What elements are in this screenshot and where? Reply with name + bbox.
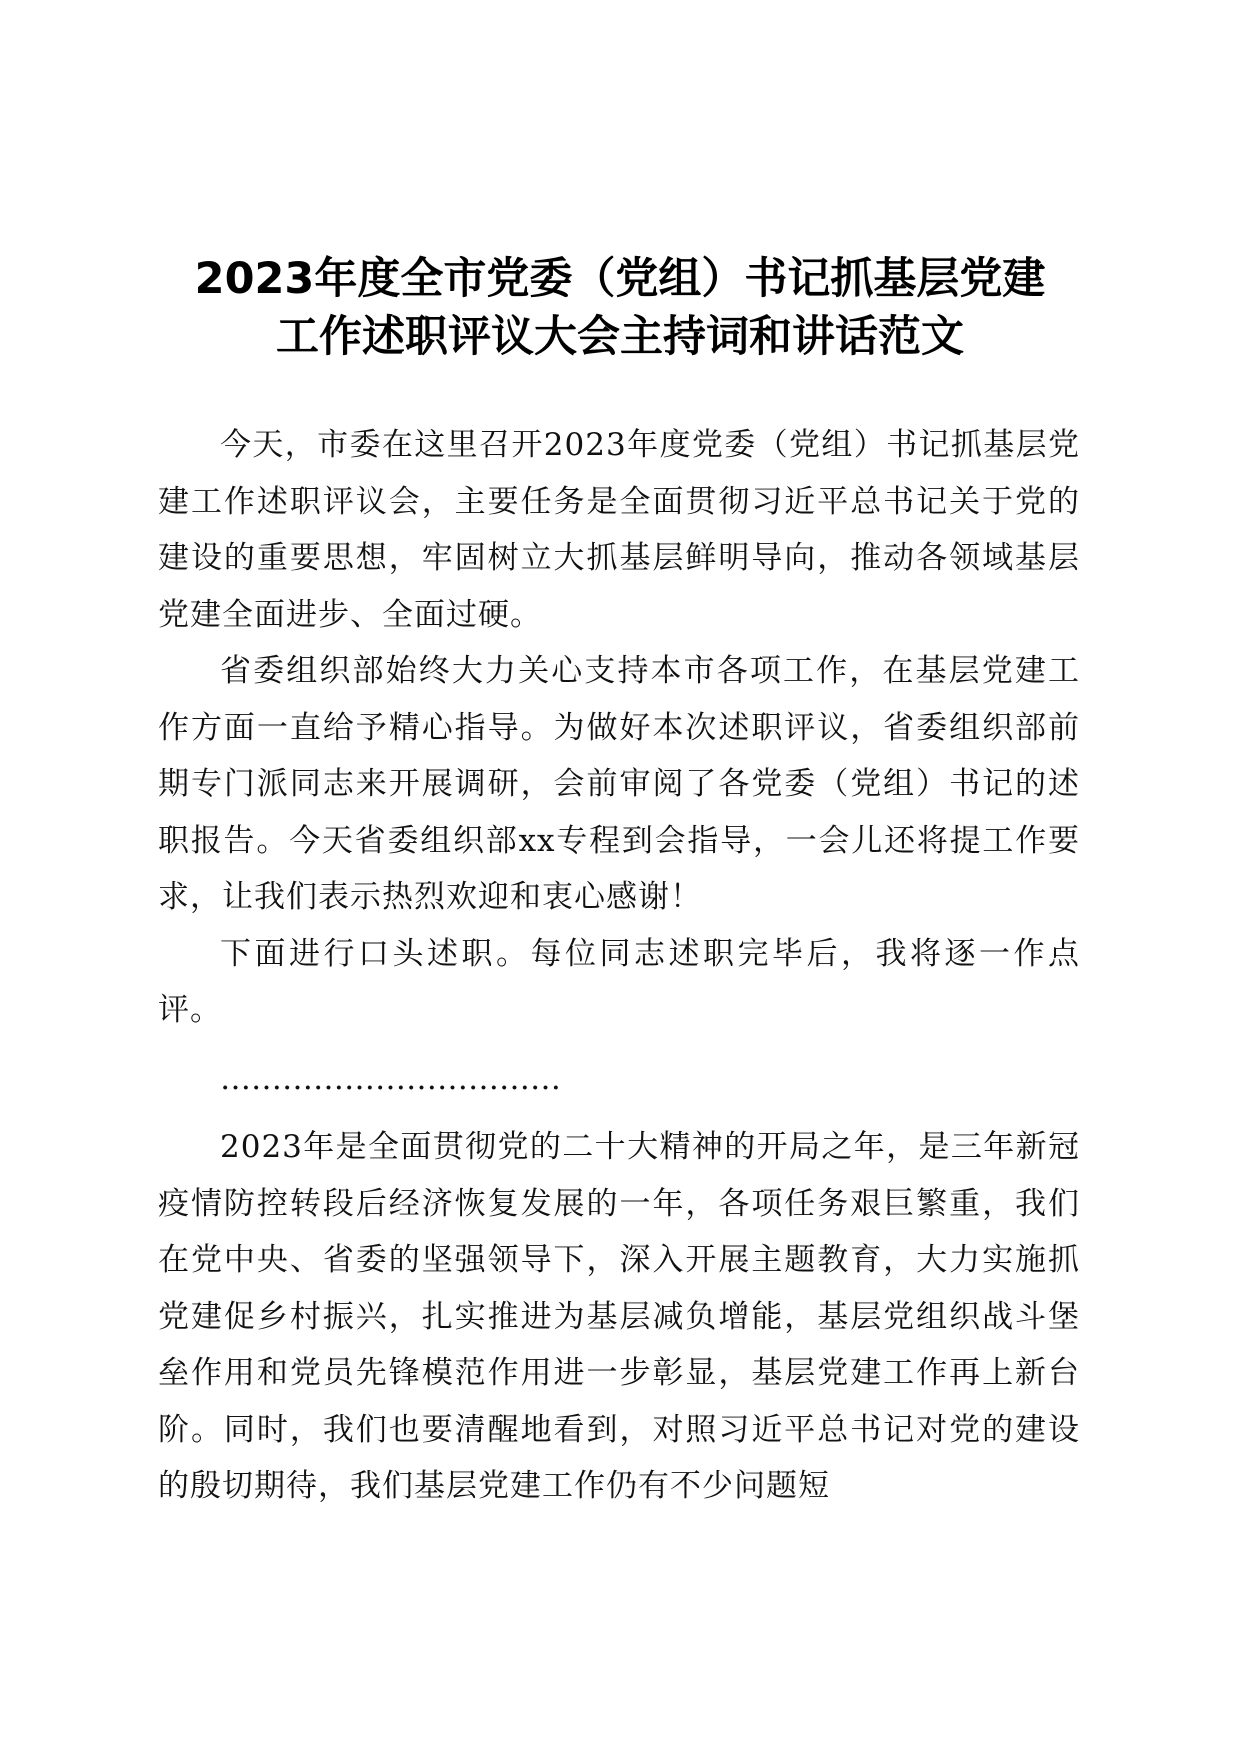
paragraph-speech: 2023年是全面贯彻党的二十大精神的开局之年，是三年新冠疫情防控转段后经济恢复发展的一年，各项任务艰巨繁重，我们在党中央、省委的坚强领导下，深入开展主题教育，大力实施抓党建促乡村振兴，扎实推进为基层减负增能，基层党组织战斗堡垒作用和党员先锋模范作用进一步彰显，基层党建工作再上新台阶。同时，我们也要清醒地看到，对照习近平总书记对党的建设的殷切期待，我们基层党建工作仍有不少问题短 — [158, 1129, 1080, 1504]
document-body — [158, 417, 1080, 1515]
title-line-2: 工作述职评议大会主持词和讲话范文 — [276, 312, 964, 362]
title-line-1: 2023年度全市党委（党组）书记抓基层党建 — [194, 254, 1046, 304]
document-title — [140, 250, 1100, 366]
ellipsis-separator: …………………………… — [220, 1060, 561, 1097]
paragraph-opening: 今天，市委在这里召开2023年度党委（党组）书记抓基层党建工作述职评议会，主要任务是全面贯彻习近平总书记关于党的建设的重要思想，牢固树立大抓基层鲜明导向，推动各领域基层党建全面进步、全面过硬。 — [158, 427, 1080, 633]
paragraph-provincial-thanks: 省委组织部始终大力关心支持本市各项工作，在基层党建工作方面一直给予精心指导。为做好本次述职评议，省委组织部前期专门派同志来开展调研，会前审阅了各党委（党组）书记的述职报告。今天省委组织部xx专程到会指导，一会儿还将提工作要求，让我们表示热烈欢迎和衷心感谢！ — [158, 653, 1080, 915]
paragraph-oral-report: 下面进行口头述职。每位同志述职完毕后，我将逐一作点评。 — [158, 935, 1080, 1028]
